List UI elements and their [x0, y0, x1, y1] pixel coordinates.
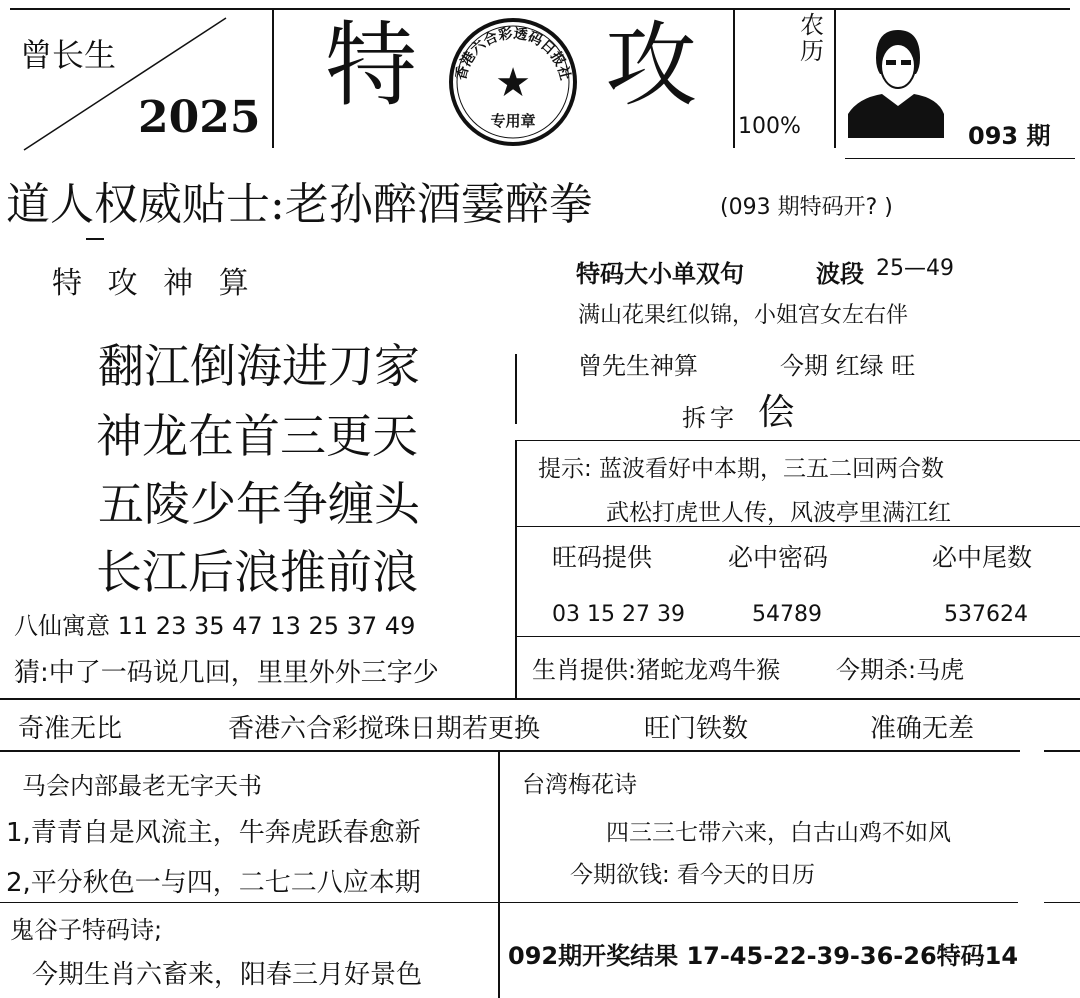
header-right-divider-1 [733, 8, 735, 148]
header-right-divider-2 [834, 8, 836, 148]
header-left-divider [272, 8, 274, 148]
draw-result: 092期开奖结果 17-45-22-39-36-26特码14 [508, 942, 1019, 970]
size-line: 特码大小单双句 [576, 260, 744, 288]
year: 2025 [138, 92, 261, 143]
mr-zeng: 曾先生神算 [578, 352, 698, 380]
svg-text:香港六合彩透码日报社: 香港六合彩透码日报社 [453, 25, 573, 82]
secret-code-title: 必中密码 [728, 543, 829, 572]
percent-label: 100% [738, 114, 801, 139]
banner-headline: 道人权威贴士:老孙醉酒霎醉拳 [6, 179, 593, 230]
zodiac-provide: 生肖提供:猪蛇龙鸡牛猴 [532, 656, 781, 684]
header-bottom-line [845, 158, 1075, 159]
bottom-left-line [0, 902, 498, 903]
lunar-label: 农历 [800, 11, 824, 65]
secret-code-value: 54789 [752, 602, 822, 627]
hint-line-1: 提示: 蓝波看好中本期，三五二回两合数 [538, 456, 945, 482]
slogan-top-line [0, 698, 1080, 700]
portrait-photo [848, 18, 944, 138]
tail-number-title: 必中尾数 [932, 543, 1033, 572]
poem-line-3: 五陵少年争缠头 [98, 477, 420, 531]
guigu-title: 鬼谷子特码诗; [10, 916, 163, 944]
bottom-right-line [498, 902, 1018, 903]
right-line-1 [516, 440, 1080, 441]
plum-poem-line: 四三三七带六来，白古山鸡不如风 [606, 820, 951, 846]
header-top-line [10, 8, 1070, 10]
book-line-2: 2,平分秋色一与四，二七二八应本期 [6, 868, 421, 898]
guess-line: 猜:中了一码说几回，里里外外三字少 [14, 658, 439, 688]
poem-heading: 特 攻 神 算 [52, 266, 257, 301]
book-title: 马会内部最老无字天书 [22, 772, 262, 800]
title-left-char: 特 [325, 12, 418, 119]
book-line-1: 1,青青自是风流主，牛奔虎跃春愈新 [6, 818, 421, 848]
right-line-3 [516, 636, 1080, 637]
wave-label: 波段 [816, 260, 864, 288]
hot-numbers-title: 旺码提供 [552, 543, 653, 572]
issue-number: 093 期 [968, 122, 1051, 150]
banner-note: (093 期特码开? ) [720, 195, 893, 220]
slogan-1: 奇准无比 [18, 714, 123, 744]
chaizi-label: 拆字 [682, 404, 738, 432]
author-name: 曾长生 [20, 36, 117, 74]
slogan-2: 香港六合彩搅珠日期若更换 [228, 714, 541, 744]
baxian-numbers: 八仙寓意 11 23 35 47 13 25 37 49 [14, 612, 416, 640]
svg-text:★: ★ [495, 60, 531, 106]
this-issue-color: 今期 红绿 旺 [780, 352, 916, 380]
slogan-4: 准确无差 [870, 714, 975, 744]
plum-poem-title: 台湾梅花诗 [522, 772, 637, 798]
kill-zodiac: 今期杀:马虎 [836, 656, 965, 684]
slogan-bottom-dash [1044, 750, 1080, 752]
bottom-divider [498, 750, 500, 998]
hint-line-2: 武松打虎世人传，风波亭里满江红 [606, 500, 951, 526]
middle-divider-long [515, 440, 517, 698]
svg-text:专用章: 专用章 [490, 112, 536, 130]
tail-number-value: 537624 [944, 602, 1028, 627]
slogan-3: 旺门铁数 [644, 714, 749, 744]
poem-line-2: 神龙在首三更天 [96, 409, 418, 463]
hot-numbers-value: 03 15 27 39 [552, 602, 685, 627]
title-right-char: 攻 [605, 12, 698, 119]
chaizi-char: 侩 [758, 392, 795, 433]
banner-small-dash [86, 238, 104, 240]
seal-stamp [448, 16, 578, 148]
slogan-bottom-line [0, 750, 1020, 752]
right-line-2 [516, 526, 1080, 527]
poem-line-4: 长江后浪推前浪 [96, 545, 418, 599]
poem-line-1: 翻江倒海进刀家 [98, 339, 420, 393]
middle-divider-short [515, 354, 517, 424]
money-line: 今期欲钱: 看今天的日历 [570, 862, 816, 888]
bottom-right-dash [1044, 902, 1080, 903]
flower-poem: 满山花果红似锦，小姐宫女左右伴 [578, 303, 909, 328]
wave-range: 25—49 [876, 256, 954, 281]
guigu-line: 今期生肖六畜来，阳春三月好景色 [32, 960, 423, 990]
